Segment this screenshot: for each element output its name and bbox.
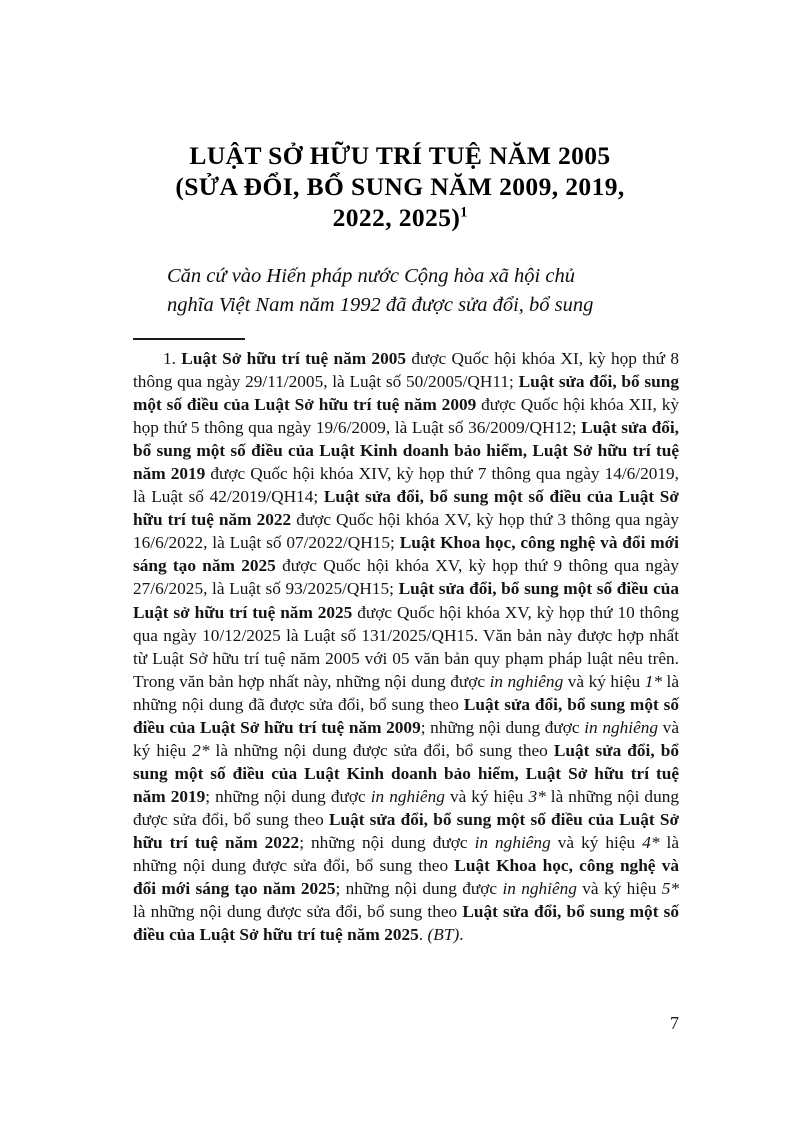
footnote-paragraph: [133, 347, 679, 946]
footnote-text-17: và ký hiệu: [550, 832, 643, 852]
title-line-2: (SỬA ĐỔI, BỔ SUNG NĂM 2009, 2019,: [175, 172, 625, 201]
footnote-text-19: ; những nội dung được: [335, 879, 503, 899]
footnote-editor-note: (BT): [427, 925, 460, 945]
footnote-text-21: là những nội dung được sửa đổi, bổ sung theo: [133, 902, 463, 922]
footnote-text-22: .: [418, 925, 428, 945]
body-paragraph: [133, 262, 679, 320]
body-text: [133, 262, 679, 320]
title-line-3: [120, 202, 680, 233]
footnote-text-18: là những nội dung được sửa đổi, bổ sung theo: [133, 832, 679, 876]
footnote-ref-law-2022: Luật sửa đổi, bổ sung một số điều của Luật Sở hữu trí tuệ năm 2022: [133, 809, 680, 852]
footnote-text-06: được Quốc hội khóa XV, kỳ họp thứ 9 thông qua ngày 27/6/2025, là Luật số 93/2025/QH15;: [133, 556, 680, 599]
footnote-text-08: và ký hiệu: [563, 671, 645, 691]
footnote-marker-5: 5*: [661, 879, 679, 899]
footnote-law-khcn-2025: Luật Khoa học, công nghệ và đổi mới sáng tạo năm 2025: [133, 533, 679, 576]
footnote-text-14: và ký hiệu: [444, 786, 529, 806]
footnote-text-23: .: [459, 925, 464, 945]
footnote-text-09: là những nội dung đã được sửa đổi, bổ sung theo: [133, 671, 679, 714]
footnote-law-2025: Luật sửa đổi, bổ sung một số điều của Luật sở hữu trí tuệ năm 2025: [133, 579, 679, 622]
footnote-marker-2: 2*: [192, 740, 210, 760]
body-paragraph-line-1: Căn cứ vào Hiến pháp nước Cộng hòa xã hội chủ: [167, 265, 575, 287]
footnote-marker-3: 3*: [528, 786, 546, 806]
footnote-text-05: được Quốc hội khóa XV, kỳ họp thứ 3 thông qua ngày 16/6/2022, là Luật số 07/2022/QH15;: [133, 510, 680, 553]
title-line-3-text: 2022, 2025): [332, 203, 461, 232]
footnote-italic-03: in nghiêng: [370, 786, 445, 806]
footnote-separator-rule: [133, 338, 245, 340]
title-line-1: LUẬT SỞ HỮU TRÍ TUỆ NĂM 2005: [189, 141, 611, 170]
footnote-text-02: được Quốc hội khóa XI, kỳ họp thứ 8 thông qua ngày 29/11/2005, là Luật số 50/2005/QH11;: [133, 349, 679, 392]
footnote-text-16: ; những nội dung được: [299, 832, 475, 852]
footnote-marker-1: 1*: [644, 671, 662, 691]
footnote-section: [133, 347, 679, 946]
footnote-law-2009: Luật sửa đổi, bổ sung một số điều của Luật Sở hữu trí tuệ năm 2009: [133, 372, 679, 415]
footnote-ref-law-2009: Luật sửa đổi, bổ sung một số điều của Luật Sở hữu trí tuệ năm 2009: [133, 694, 680, 737]
footnote-law-2022: Luật sửa đổi, bổ sung một số điều của Luật Sở hữu trí tuệ năm 2022: [133, 487, 679, 530]
footnote-ref-law-2025: Luật sửa đổi, bổ sung một số điều của Luật Sở hữu trí tuệ năm 2025: [133, 902, 679, 945]
footnote-text-10: ; những nội dung được: [420, 717, 585, 737]
footnote-marker-4: 4*: [642, 832, 660, 852]
page-title: [120, 140, 680, 233]
footnote-text-12: là những nội dung được sửa đổi, bổ sung theo: [209, 740, 554, 760]
footnote-text-15: là những nội dung được sửa đổi, bổ sung theo: [133, 786, 679, 829]
footnote-number: 1.: [163, 349, 176, 368]
footnote-text-13: ; những nội dung được: [205, 786, 371, 806]
page-number: 7: [670, 1013, 679, 1033]
footnote-italic-01: in nghiêng: [489, 671, 564, 691]
footnote-text-04: được Quốc hội khóa XIV, kỳ họp thứ 7 thông qua ngày 14/6/2019, là Luật số 42/2019/QH14;: [133, 464, 679, 507]
footnote-text-20: và ký hiệu: [576, 879, 662, 899]
footnote-text-07: được Quốc hội khóa XV, kỳ họp thứ 10 thông qua ngày 10/12/2025 là Luật số 131/2025/QH15. Văn bản này được hợp nhất từ Luật Sở hữu trí tuệ năm 2005 với 05 văn bản quy phạm pháp luật nêu trên. Trong văn bản hợp nhất này, những nội dung được: [133, 602, 679, 691]
footnote-law-2005: Luật Sở hữu trí tuệ năm 2005: [181, 349, 406, 368]
footnote-text-03: được Quốc hội khóa XII, kỳ họp thứ 5 thông qua ngày 19/6/2009, là Luật số 36/2009/QH12;: [133, 395, 679, 438]
footnote-italic-04: in nghiêng: [474, 832, 551, 852]
footnote-law-2019: Luật sửa đổi, bổ sung một số điều của Luật Kinh doanh bảo hiểm, Luật Sở hữu trí tuệ năm 2019: [133, 418, 679, 484]
title-footnote-marker: 1: [460, 204, 468, 221]
footnote-ref-law-khcn-2025: Luật Khoa học, công nghệ và đổi mới sáng tạo năm 2025: [133, 856, 679, 899]
footnote-text-11: và ký hiệu: [133, 717, 679, 760]
footnote-italic-02: in nghiêng: [584, 717, 659, 737]
footnote-italic-05: in nghiêng: [502, 879, 577, 899]
body-paragraph-line-2: nghĩa Việt Nam năm 1992 đã được sửa đổi, bổ sung: [167, 294, 594, 316]
footnote-ref-law-2019: Luật sửa đổi, bổ sung một số điều của Luật Kinh doanh bảo hiểm, Luật Sở hữu trí tuệ năm 2019: [133, 740, 680, 806]
